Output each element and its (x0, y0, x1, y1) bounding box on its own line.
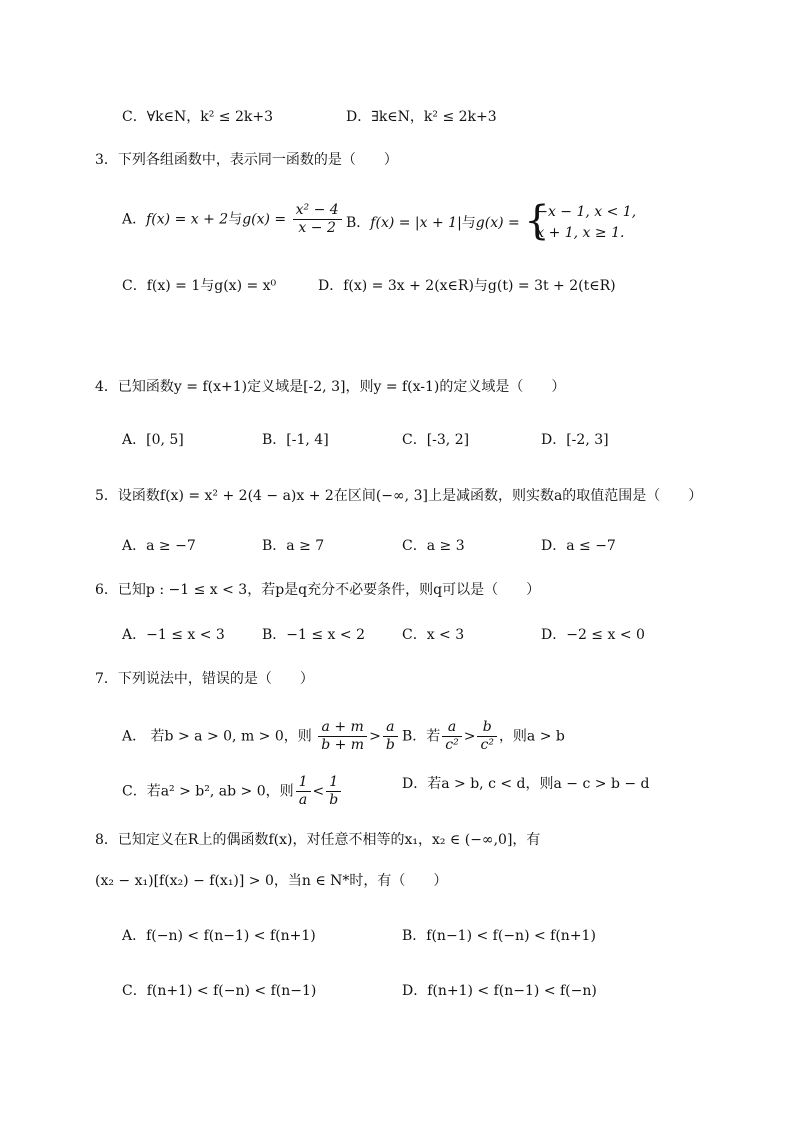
greater-than-sign: > (369, 728, 381, 745)
fraction-numerator: 1 (296, 774, 311, 792)
q3-option-b-g: g(x) = (475, 215, 520, 231)
q7-option-b (402, 719, 565, 754)
q7-option-c-fraction-1 (296, 774, 311, 809)
q3-option-b-f: f(x) = |x + 1| (370, 215, 462, 231)
q3-option-d: D．f(x) = 3x + 2(x∈R)与g(t) = 3t + 2(t∈R) (318, 278, 616, 294)
q7-option-a-fraction-2 (383, 719, 398, 754)
fraction-denominator: a (298, 792, 308, 808)
q2-option-d: D．∃k∈N，k² ≤ 2k+3 (346, 109, 497, 125)
q3-option-a-f: f(x) = x + 2 (146, 211, 229, 228)
q7-option-b-fraction-2 (477, 719, 496, 754)
q3-stem: 3．下列各组函数中，表示同一函数的是（ ） (95, 152, 398, 168)
fraction-denominator: x − 2 (298, 220, 336, 236)
q7-option-d: D．若a > b, c < d，则a − c > b − d (402, 776, 650, 792)
q6-option-b: B．−1 ≤ x < 2 (262, 627, 365, 643)
q7-option-b-conclusion: ，则a > b (498, 728, 565, 745)
q4-option-c: C．[-3, 2] (402, 432, 470, 448)
piecewise-case-1: −x − 1, x < 1, (536, 204, 637, 220)
q7-option-c-fraction-2 (326, 774, 341, 809)
fraction-numerator: a (383, 719, 398, 737)
q3-option-a-g: g(x) = (242, 211, 287, 228)
q4-option-a: A．[0, 5] (122, 432, 184, 448)
fraction-denominator: b (385, 737, 395, 753)
fraction-denominator: b (329, 792, 339, 808)
q5-option-c: C．a ≥ 3 (402, 538, 465, 554)
q6-option-d: D．−2 ≤ x < 0 (541, 627, 645, 643)
q3-option-c: C．f(x) = 1与g(x) = x⁰ (122, 278, 277, 294)
fraction-numerator: b (477, 719, 496, 737)
fraction-denominator: c² (480, 737, 494, 753)
q8-option-b: B．f(n−1) < f(−n) < f(n+1) (402, 928, 596, 944)
q3-option-b-piecewise (524, 198, 637, 244)
q7-option-c (122, 774, 343, 809)
q8-option-c: C．f(n+1) < f(−n) < f(n−1) (122, 983, 317, 999)
fraction-numerator: a (442, 719, 461, 737)
q3-option-b (346, 198, 637, 244)
q8-option-a: A．f(−n) < f(n−1) < f(n+1) (122, 928, 316, 944)
fraction-numerator: 1 (326, 774, 341, 792)
q8-stem-line-2: (x₂ − x₁)[f(x₂) − f(x₁)] > 0，当n ∈ N*时，有（ ） (95, 873, 448, 889)
q7-option-a-text: A． 若b > a > 0, m > 0，则 (122, 728, 312, 745)
left-brace-glyph: { (524, 198, 550, 244)
q4-option-b: B．[-1, 4] (262, 432, 329, 448)
q3-option-b-with: 与 (461, 215, 476, 231)
fraction-numerator: a + m (318, 719, 367, 737)
q5-option-d: D．a ≤ −7 (541, 538, 616, 554)
q7-stem: 7．下列说法中，错误的是（ ） (95, 671, 314, 687)
fraction-numerator: x² − 4 (293, 202, 342, 220)
q8-stem-line-1: 8．已知定义在R上的偶函数f(x)，对任意不相等的x₁，x₂ ∈ (−∞,0]，有 (95, 832, 541, 848)
q4-stem: 4．已知函数y = f(x+1)定义域是[-2, 3]，则y = f(x-1)的定义域是（ ） (95, 379, 566, 395)
q7-option-c-text: C．若a² > b², ab > 0，则 (122, 783, 294, 800)
q2-option-c: C．∀k∈N，k² ≤ 2k+3 (122, 109, 274, 125)
q6-option-c: C．x < 3 (402, 627, 465, 643)
q8-option-d: D．f(n+1) < f(n−1) < f(−n) (402, 983, 597, 999)
greater-than-sign: > (463, 728, 476, 745)
q5-option-a: A．a ≥ −7 (122, 538, 196, 554)
q5-option-b: B．a ≥ 7 (262, 538, 325, 554)
fraction-denominator: b + m (321, 737, 365, 753)
q3-option-a-label: A． (122, 211, 147, 228)
q3-option-a (122, 202, 344, 237)
q6-option-a: A．−1 ≤ x < 3 (122, 627, 225, 643)
q3-option-a-fraction (293, 202, 342, 237)
q6-stem: 6．已知p : −1 ≤ x < 3，若p是q充分不必要条件，则q可以是（ ） (95, 582, 541, 598)
q3-option-b-label: B． (346, 215, 371, 231)
q7-option-b-fraction-1 (442, 719, 461, 754)
q7-option-a (122, 719, 400, 754)
piecewise-case-2: x + 1, x ≥ 1. (536, 225, 625, 241)
fraction-denominator: c² (445, 737, 459, 753)
q7-option-b-text: B．若 (402, 728, 441, 745)
less-than-sign: < (312, 783, 325, 800)
q5-stem: 5．设函数f(x) = x² + 2(4 − a)x + 2在区间(−∞, 3]上是减函数，则实数a的取值范围是（ ） (95, 488, 703, 504)
q4-option-d: D．[-2, 3] (541, 432, 609, 448)
q3-option-a-with: 与 (228, 211, 243, 228)
q7-option-a-fraction-1 (318, 719, 367, 754)
